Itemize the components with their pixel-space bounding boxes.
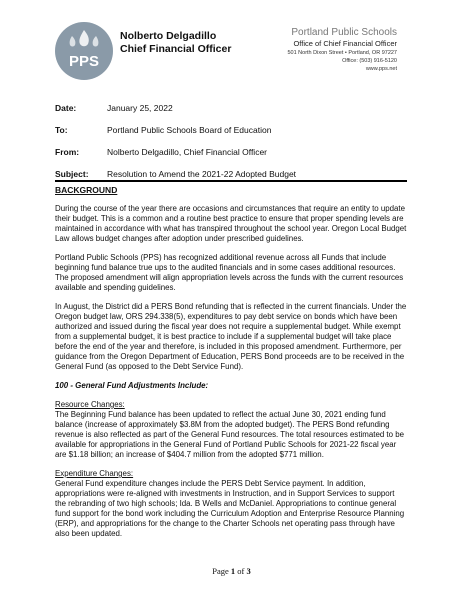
resource-changes-heading: Resource Changes: [55, 400, 125, 409]
expenditure-changes-text: General Fund expenditure changes include the PERS Debt Service payment. In addition, appropriations were re-aligned with investments in Instruction, and in Support Services to support the rebranding of two high schools; Ida. B Wells and McDaniel. Appropriations to continue general fund support for the bond work including the Curriculum Adoption and Enterprise Resource Planning (ERP), and appropriations for the change to the Charter Schools net operating pass through have also been updated. [55, 479, 405, 538]
memo-header [55, 103, 415, 191]
sender-title: Chief Financial Officer [120, 43, 232, 55]
general-fund-heading: 100 - General Fund Adjustments Include: [55, 381, 209, 390]
date-label: Date: [55, 103, 77, 113]
memo-to-row [55, 125, 415, 147]
org-office: Office of Chief Financial Officer [293, 39, 397, 48]
expenditure-changes-heading: Expenditure Changes: [55, 469, 134, 478]
sender-name: Nolberto Delgadillo [120, 30, 217, 42]
memo-from-row [55, 147, 415, 169]
paragraph-1: During the course of the year there are occasions and circumstances that require an entity to update their budget. This is a common and a routine best practice to ensure that proper spending levels are maintained in accordance with what has transpired throughout the school year. Oregon Local Budget Law allows budget changes after adoption under prescribed guidelines. [55, 204, 407, 243]
subject-label: Subject: [55, 169, 89, 179]
pps-logo [55, 22, 113, 80]
to-value: Portland Public Schools Board of Education [107, 125, 272, 135]
subject-value: Resolution to Amend the 2021-22 Adopted Budget [107, 169, 297, 179]
org-block [287, 27, 397, 73]
memo-date-row [55, 103, 415, 125]
paragraph-3: In August, the District did a PERS Bond refunding that is reflected in the current financials. Under the Oregon budget law, ORS 294.338(5), expenditures to pay debt service on bonds which have been authorized and issued during the fiscal year does not require a supplemental budget. While exempt from a supplemental budget, it is best practice to include if a supplemental budget will take place before the end of the year and therefore, is included in this proposed amendment. Furthermore, per guidance from the Oregon Department of Education, PERS Bond proceeds are to be received in the General Fund (as opposed to the Debt Service Fund). [55, 302, 407, 371]
from-value: Nolberto Delgadillo, Chief Financial Officer [107, 147, 268, 157]
org-website: www.pps.net [365, 66, 397, 72]
logo-text: PPS [68, 53, 100, 70]
resource-changes-text: The Beginning Fund balance has been updated to reflect the actual June 30, 2021 ending fund balance (increase of approximately $3.8M from the adopted budget). The PERS Bond refunding revenue is also reflected as part of the General Fund resources. The total resources estimated to be available for appropriations in the General Fund of Portland Public Schools for 2021-22 fiscal year are $1.18 billion; an increase of $404.7 million from the adopted $771 million. [55, 410, 404, 459]
sender-block [120, 30, 231, 56]
org-name: Portland Public Schools [291, 27, 397, 38]
memo-body [55, 185, 407, 548]
header-divider [55, 180, 407, 182]
from-label: From: [55, 147, 80, 157]
org-phone: Office: (503) 916-5120 [342, 58, 397, 64]
of-word: of [237, 566, 245, 576]
date-value: January 25, 2022 [107, 103, 173, 113]
to-label: To: [55, 125, 68, 135]
page-total: 3 [246, 566, 251, 576]
page-footer [0, 566, 463, 576]
background-heading: BACKGROUND [55, 185, 118, 195]
org-address: 501 North Dixon Street • Portland, OR 97227 [287, 50, 397, 56]
page-word: Page [212, 566, 229, 576]
paragraph-2: Portland Public Schools (PPS) has recognized additional revenue across all Funds that include beginning fund balance true ups to the audited financials and in some cases additional resources. The proposed amendment will align appropriation levels across the funds with the current resources available and spending guidelines. [55, 253, 404, 292]
page-number: 1 [230, 566, 236, 576]
resource-changes-section [55, 400, 407, 460]
expenditure-changes-section [55, 469, 407, 539]
